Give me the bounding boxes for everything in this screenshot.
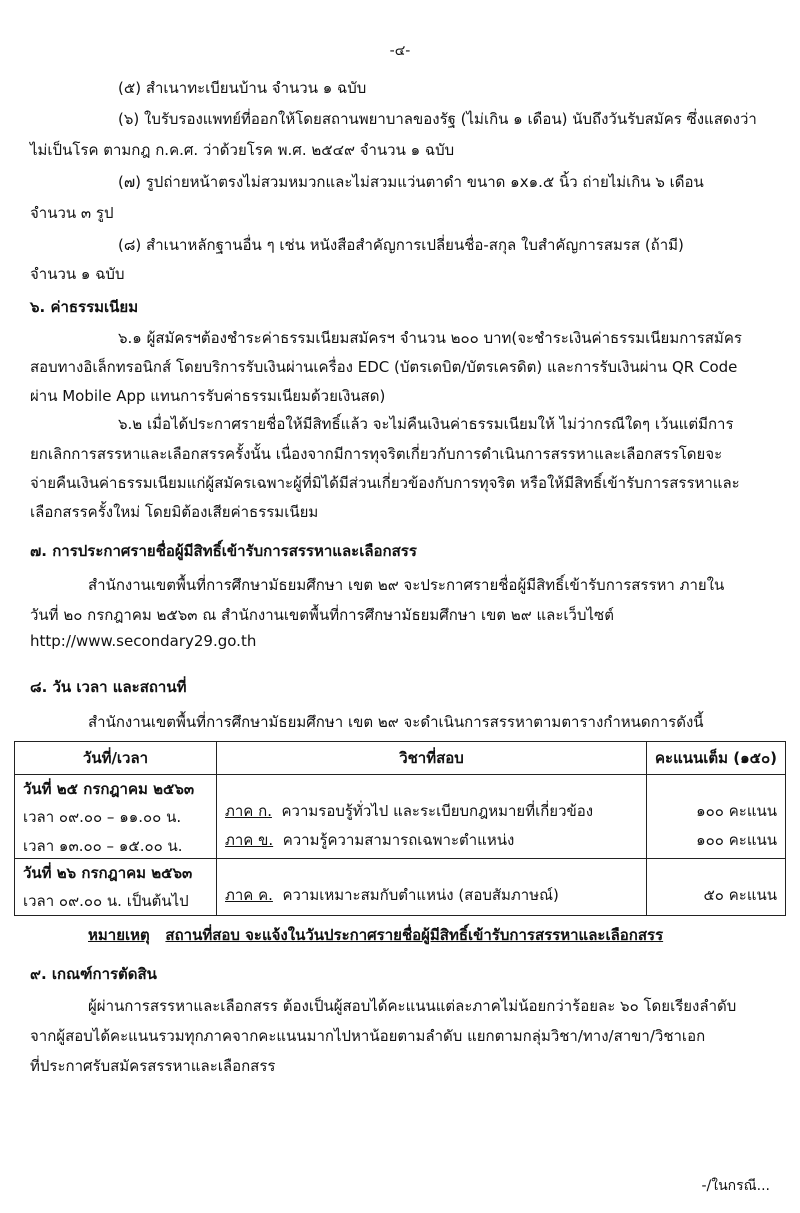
part-a-label: ภาค ก.	[225, 802, 272, 820]
note-label: หมายเหตุ	[88, 926, 150, 944]
s6-p2-line3: จ่ายคืนเงินค่าธรรมเนียมแก่ผู้สมัครเฉพาะผู้ที่มิได้มีส่วนเกี่ยวข้องกับการทุจริต หรือให้มีสิทธิ์เข้ารับการสรรหาและ	[30, 474, 740, 492]
section-8-heading: ๘. วัน เวลา และสถานที่	[30, 678, 187, 696]
note-line	[88, 923, 663, 947]
table-row	[15, 859, 786, 916]
s9-line1: ผู้ผ่านการสรรหาและเลือกสรร ต้องเป็นผู้สอบได้คะแนนแต่ละภาคไม่น้อยกว่าร้อยละ ๖๐ โดยเรียงลำดับ	[88, 997, 737, 1015]
s7-line2: วันที่ ๒๐ กรกฎาคม ๒๕๖๓ ณ สำนักงานเขตพื้นที่การศึกษามัธยมศึกษา เขต ๒๙ และเว็บไซต์	[30, 606, 614, 624]
section-9-heading: ๙. เกณฑ์การตัดสิน	[30, 965, 157, 983]
s9-line3: ที่ประกาศรับสมัครสรรหาและเลือกสรร	[30, 1057, 276, 1075]
doc-item-7-line2: จำนวน ๓ รูป	[30, 204, 114, 222]
s6-p2-line4: เลือกสรรครั้งใหม่ โดยมิต้องเสียค่าธรรมเนียม	[30, 503, 319, 521]
doc-item-5: (๕) สำเนาทะเบียนบ้าน จำนวน ๑ ฉบับ	[118, 79, 367, 97]
s7-url-link[interactable]: http://www.secondary29.go.th	[30, 632, 257, 650]
doc-item-6-line2: ไม่เป็นโรค ตามกฎ ก.ค.ศ. ว่าด้วยโรค พ.ศ. ๒๕๔๙ จำนวน ๑ ฉบับ	[30, 141, 455, 159]
part-c-label: ภาค ค.	[225, 886, 273, 904]
day1-label: วันที่ ๒๕ กรกฎาคม ๒๕๖๓	[23, 780, 195, 798]
page-number: -๔-	[389, 43, 411, 59]
section-6-heading: ๖. ค่าธรรมเนียม	[30, 298, 139, 316]
exam-schedule-table	[14, 741, 786, 916]
doc-item-6-line1: (๖) ใบรับรองแพทย์ที่ออกให้โดยสถานพยาบาลของรัฐ (ไม่เกิน ๑ เดือน) นับถึงวันรับสมัคร ซึ่งแสดงว่า	[118, 110, 757, 128]
day1-time1: เวลา ๐๙.๐๐ – ๑๑.๐๐ น.	[23, 808, 182, 826]
section-7-heading: ๗. การประกาศรายชื่อผู้มีสิทธิ์เข้ารับการสรรหาและเลือกสรร	[30, 542, 417, 560]
table-header-row	[15, 742, 786, 775]
part-c-subject: ความเหมาะสมกับตำแหน่ง (สอบสัมภาษณ์)	[282, 886, 559, 904]
part-b-score: ๑๐๐ คะแนน	[696, 831, 777, 849]
part-b-label: ภาค ข.	[225, 831, 274, 849]
header-subject: วิชาที่สอบ	[217, 742, 647, 775]
note-text: สถานที่สอบ จะแจ้งในวันประกาศรายชื่อผู้มีสิทธิ์เข้ารับการสรรหาและเลือกสรร	[165, 926, 664, 944]
s6-p1-line3: ผ่าน Mobile App แทนการรับค่าธรรมเนียมด้วยเงินสด)	[30, 387, 386, 405]
doc-item-7-line1: (๗) รูปถ่ายหน้าตรงไม่สวมหมวกและไม่สวมแว่นตาดำ ขนาด ๑x๑.๕ นิ้ว ถ่ายไม่เกิน ๖ เดือน	[118, 173, 704, 191]
day1-time2: เวลา ๑๓.๐๐ – ๑๕.๐๐ น.	[23, 837, 183, 855]
s8-intro: สำนักงานเขตพื้นที่การศึกษามัธยมศึกษา เขต ๒๙ จะดำเนินการสรรหาตามตารางกำหนดการดังนี้	[88, 713, 704, 731]
part-c-score: ๕๐ คะแนน	[703, 886, 777, 904]
s6-p1-line2: สอบทางอิเล็กทรอนิกส์ โดยบริการรับเงินผ่านเครื่อง EDC (บัตรเดบิต/บัตรเครดิต) และการรับเงินผ่าน QR Code	[30, 358, 738, 376]
day2-label: วันที่ ๒๖ กรกฎาคม ๒๕๖๓	[23, 864, 193, 882]
part-a-score: ๑๐๐ คะแนน	[696, 802, 777, 820]
doc-item-8-line1: (๘) สำเนาหลักฐานอื่น ๆ เช่น หนังสือสำคัญการเปลี่ยนชื่อ-สกุล ใบสำคัญการสมรส (ถ้ามี)	[118, 236, 684, 254]
header-full-score: คะแนนเต็ม (๑๕๐)	[647, 742, 786, 775]
s6-p2-line1: ๖.๒ เมื่อได้ประกาศรายชื่อให้มีสิทธิ์แล้ว จะไม่คืนเงินค่าธรรมเนียมให้ ไม่ว่ากรณีใดๆ เว้นแต่มีการ	[118, 415, 734, 433]
table-row	[15, 775, 786, 859]
part-a-subject: ความรอบรู้ทั่วไป และระเบียบกฎหมายที่เกี่ยวข้อง	[281, 802, 594, 820]
s7-line1: สำนักงานเขตพื้นที่การศึกษามัธยมศึกษา เขต ๒๙ จะประกาศรายชื่อผู้มีสิทธิ์เข้ารับการสรรหา ภายใน	[88, 576, 725, 594]
s9-line2: จากผู้สอบได้คะแนนรวมทุกภาคจากคะแนนมากไปหาน้อยตามลำดับ แยกตามกลุ่มวิชา/ทาง/สาขา/วิชาเอก	[30, 1027, 706, 1045]
day2-time1: เวลา ๐๙.๐๐ น. เป็นต้นไป	[23, 892, 189, 910]
page-footer-continuation: -/ในกรณี...	[701, 1178, 770, 1194]
s6-p1-line1: ๖.๑ ผู้สมัครฯต้องชำระค่าธรรมเนียมสมัครฯ จำนวน ๒๐๐ บาท(จะชำระเงินค่าธรรมเนียมการสมัคร	[118, 329, 742, 347]
s6-p2-line2: ยกเลิกการสรรหาและเลือกสรรครั้งนั้น เนื่องจากมีการทุจริตเกี่ยวกับการดำเนินการสรรหาและเลือกสรรโดยจะ	[30, 445, 723, 463]
doc-item-8-line2: จำนวน ๑ ฉบับ	[30, 265, 125, 283]
header-date-time: วันที่/เวลา	[15, 742, 217, 775]
part-b-subject: ความรู้ความสามารถเฉพาะตำแหน่ง	[282, 831, 515, 849]
